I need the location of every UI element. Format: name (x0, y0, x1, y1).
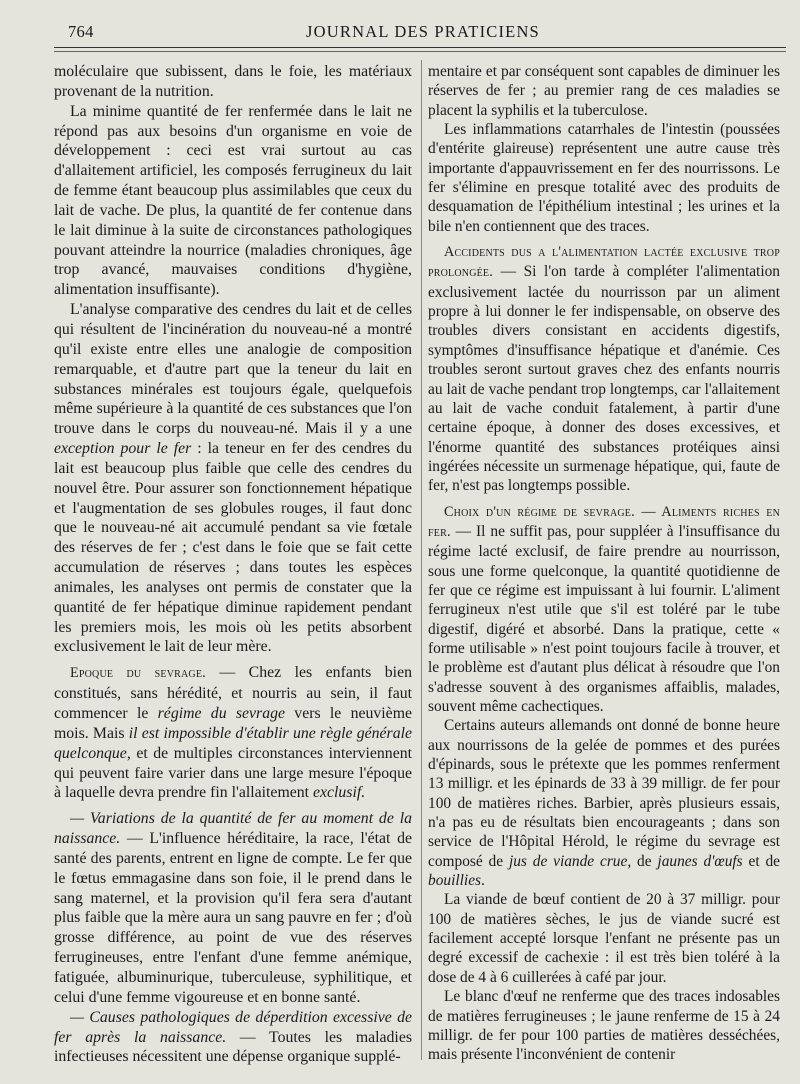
text-run: L'analyse comparative des cendres du lait et de celles qui résultent de l'incinération du nouveau-né a montré qu'il existe entre elles une analogie de composition remarquable, et d'autre part que la teneur du lait en substances minérales est toujours égale, quelquefois même supérieure à la quantité de ces substances que l'on trouve dans le corps du nouveau-né. Mais il y a une (54, 301, 412, 438)
section-paragraph (428, 242, 780, 495)
text-run: — Il ne suffit pas, pour suppléer à l'insuffisance du régime lacté exclusif, de faire prendre au nourrisson, sous une forme quelconque, la quantité quotidienne de fer que ce régime est impuissant à lui fournir. L'aliment ferrugineux n'est utile que s'il est toléré par le tube digestif, digéré et absorbé. Dans la pratique, cette « forme utilisable » n'est point toujours facile à trouver, et le problème est d'autant plus délicat à résoudre que l'on s'adresse souvent à des organismes affaiblis, malades, souvent même cachectiques. (428, 522, 780, 715)
text-run: Certains auteurs allemands ont donné de bonne heure aux nourrissons de la gelée de pommes et des purées d'épinards, sous le prétexte que les pommes renferment 13 milligr. et les épinards de 33 à 39 milligr. de fer pour 100 de matières riches. Barbier, après plusieurs essais, n'a pas eu de résultats bien encourageants ; dans son service de l'Hôpital Hérold, le régime du sevrage est composé de (428, 717, 780, 870)
italic-text: jaunes d'œufs (657, 852, 743, 870)
italic-text: régime du sevrage (157, 705, 286, 722)
left-column (54, 62, 412, 1067)
italic-text: bouillies (428, 872, 482, 890)
page-header (68, 20, 778, 42)
section-paragraph (428, 502, 780, 717)
header-rule-thin (54, 51, 786, 52)
italic-text: exclusif. (312, 784, 366, 802)
text-run: vers le neuvième mois. Mais (54, 705, 412, 742)
section-heading: Epoque du sevrage. (70, 665, 206, 682)
text-run: , et de multiples circonstances interviennent qui peuvent faire varier dans une large mesure l'époque à laquelle devra prendre fin l'allaitement (54, 744, 412, 802)
paragraph: La viande de bœuf contient de 20 à 37 milligr. pour 100 de matières sèches, le jus de viande sucré est facilement accepté lorsque l'enfant ne présente pas un degré excessif de cachexie : il est très bien toléré à la dose de 4 à 6 cuillerées à café par jour. (428, 891, 780, 986)
paragraph (54, 300, 412, 657)
italic-text: exception pour le fer (54, 440, 192, 458)
italic-text: jus de viande crue (508, 852, 628, 870)
column-divider (421, 60, 422, 1060)
header-rule (54, 47, 786, 48)
paragraph: La minime quantité de fer renfermée dans le lait ne répond pas aux besoins d'un organisme en voie de développement : ceci est vrai surtout au cas d'allaitement artificiel, les composés ferrugineux du lait de femme étant beaucoup plus assimilables que ceux du lait de vache. De plus, la quantité de fer contenue dans le lait diminue à la suite de circonstances pathologiques pouvant atteindre la nourrice (maladies chroniques, âge trop avancé, mauvaises conditions d'hygiène, alimentation insuffisante). (54, 102, 412, 299)
paragraph: moléculaire que subissent, dans le foie, les matériaux provenant de la nutrition. (54, 63, 412, 100)
paragraph (428, 716, 780, 890)
subsection-heading: — Causes pathologiques de déperdition excessive de fer après la naissance. (54, 1008, 412, 1046)
text-run: — Chez les enfants bien constitués, sans hérédité, et nourris au sein, il faut commencer le (54, 664, 412, 722)
text-run: et de (742, 852, 780, 870)
subsection-paragraph (54, 1008, 412, 1068)
page-number: 764 (68, 22, 94, 41)
paragraph: Le blanc d'œuf ne renferme que des traces indosables de matières ferrugineuses ; le jaune renferme de 15 à 24 milligr. de fer pour 100 parties de matières desséchées, mais présente l'inconvénient de contenir (428, 988, 780, 1064)
italic-text: il est impossible d'établir une règle générale quelconque (54, 724, 413, 762)
text-run: — Si l'on tarde à compléter l'alimentation exclusivement lactée du nourrisson par un aliment propre à lui donner le fer indispensable, on observe des troubles divers consistant en accidents digestifs, symptômes d'insuffisance hépatique et d'anémie. Ces troubles seront surtout graves chez des enfants nourris au lait de vache pendant trop longtemps, car l'allaitement au lait de vache conduit fatalement, à partir d'une certaine époque, à donner des doses excessives, et l'énorme quantité des substances protéiques ainsi ingérées nécessite un surmenage hépatique, qui, faute de fer, n'est pas longtemps possible. (428, 263, 780, 495)
section-heading: Accidents dus a l'alimentation lactée exclusive trop prolongée. (428, 244, 780, 281)
text-run: : la teneur en fer des cendres du lait est beaucoup plus faible que celle des cendres du nouvel être. Pour assurer son fonctionnement hépatique et l'augmentation de ses globules rouges, il faut donc que le nouveau-né ait accumulé pendant sa vie fœtale des réserves de fer ; c'est dans le foie que se fait cette accumulation de réserves ; dans toutes les espèces animales, les analyses ont permis de constater que la quantité de fer hépatique diminue rapidement pendant les premiers mois, les mois où les petits absorbent exclusivement le lait de leur mère. (54, 440, 412, 656)
paragraph: mentaire et par conséquent sont capables de diminuer les réserves de fer ; au premier rang de ces maladies se placent la syphilis et la tuberculose. (428, 63, 780, 119)
subsection-heading: — Variations de la quantité de fer au moment de la naissance. (54, 810, 412, 848)
text-run: , de (627, 852, 658, 870)
section-heading: Choix d'un régime de sevrage. — Aliments riches en fer. (428, 503, 780, 540)
subsection-paragraph (54, 809, 412, 1007)
journal-title: JOURNAL DES PRATICIENS (306, 22, 540, 41)
right-column (428, 62, 780, 1065)
paragraph: Les inflammations catarrhales de l'intestin (poussées d'entérite glaireuse) représentent une autre cause très importante d'appauvrissement en fer des nourrissons. Le fer s'élimine en presque totalité avec des produits de desquamation de l'épithélium intestinal ; les urines et la bile n'en contiennent que des traces. (428, 121, 780, 235)
text-run: — Toutes les maladies infectieuses nécessitent une dépense organique supplé- (54, 1028, 412, 1066)
text-run: — L'influence héréditaire, la race, l'état de santé des parents, entrent en ligne de compte. Le fer que le fœtus emmagasine dans son foie, il le prend dans le sang maternel, et la provision qu'il fera sera d'autant plus faible que la mère aura un sang pauvre en fer ; d'où grosse différence, au point de vue des réserves ferrugineuses, entre l'enfant d'une femme anémique, fatiguée, albuminurique, tuberculeuse, syphilitique, et celui d'une femme vigoureuse et en bonne santé. (54, 830, 412, 1006)
section-paragraph (54, 663, 412, 803)
text-run: . (481, 872, 485, 890)
